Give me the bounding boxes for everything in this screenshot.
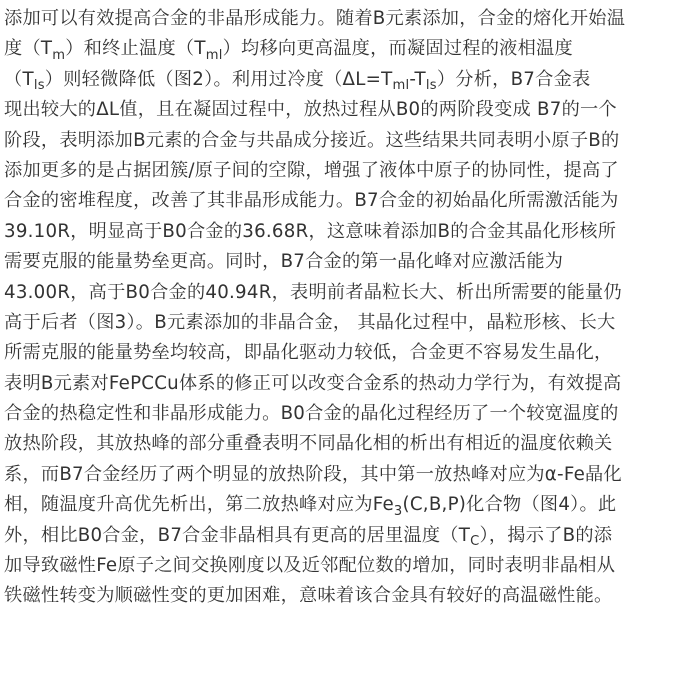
text-line [4,551,684,581]
text-line [4,429,684,459]
text-segment: 系，而B7合金经历了两个明显的放热阶段，其中第一放热峰对应为α-Fe晶化 [4,463,622,485]
text-line [4,399,684,429]
subscript: ml [392,78,410,94]
text-run: ）均移向更高温度，而凝固过程的液相温度 [222,38,573,60]
text-line [4,490,684,520]
text-segment [4,65,590,95]
text-segment [4,521,612,551]
text-line [4,95,684,125]
text-segment: 表明B元素对FePCCu体系的修正可以改变合金系的热动力学行为，有效提高 [4,372,622,394]
text-line [4,186,684,216]
text-segment: 添加更多的是占据团簇/原子间的空隙，增强了液体中原子的协同性，提高了 [4,159,619,181]
text-line [4,126,684,156]
subscript: ls [425,78,437,94]
text-segment: 现出较大的ΔL值，且在凝固过程中，放热过程从B0的两阶段变成 B7的一个 [4,99,617,121]
text-segment: 合金的密堆程度，改善了其非晶形成能力。B7合金的初始晶化所需激活能为 [4,190,619,212]
text-segment: 高于后者（图3）。B元素添加的非晶合金， 其晶化过程中，晶粒形核、长大 [4,311,616,333]
text-segment: 所需克服的能量势垒均较高，即晶化驱动力较低，合金更不容易发生晶化， [4,342,613,364]
text-segment: 合金的热稳定性和非晶形成能力。B0合金的晶化过程经历了一个较宽温度的 [4,403,619,425]
subscript: m [52,47,66,63]
text-run: ）分析，B7合金表 [436,68,591,90]
text-run: -T [409,68,426,90]
text-line [4,581,684,611]
text-run: （T [4,68,34,90]
text-segment: 阶段，表明添加B元素的合金与共晶成分接近。这些结果共同表明小原子B的 [4,129,620,151]
text-run: (C,B,P)化合物（图4）。此 [402,494,617,516]
text-line [4,278,684,308]
text-line [4,4,684,34]
text-segment: 放热阶段，其放热峰的部分重叠表明不同晶化相的析出有相近的温度依赖关 [4,433,613,455]
text-segment: 43.00R，高于B0合金的40.94R，表明前者晶粒长大、析出所需要的能量仍 [4,281,622,303]
subscript: ls [33,78,45,94]
text-line [4,217,684,247]
text-line [4,247,684,277]
subscript: 3 [393,503,403,519]
text-segment [4,490,616,520]
text-run: 相，随温度升高优先析出，第二放热峰对应为Fe [4,494,394,516]
body-paragraph [4,4,684,612]
text-segment: 铁磁性转变为顺磁性变的更加困难，意味着该合金具有较好的高温磁性能。 [4,585,613,607]
text-line [4,308,684,338]
subscript: C [470,534,480,550]
text-segment [4,34,573,64]
text-run: ）和终止温度（T [65,38,206,60]
text-segment: 需要克服的能量势垒更高。同时，B7合金的第一晶化峰对应激活能为 [4,251,564,273]
text-run: 度（T [4,38,53,60]
text-line [4,521,684,551]
text-line [4,65,684,95]
text-line [4,460,684,490]
text-segment: 添加可以有效提高合金的非晶形成能力。随着B元素添加，合金的熔化开始温 [4,8,626,29]
text-run: ）则轻微降低（图2）。利用过冷度（ΔL=T [44,68,393,90]
text-line [4,369,684,399]
text-line [4,338,684,368]
text-run: ），揭示了B的添 [479,524,613,546]
text-segment: 加导致磁性Fe原子之间交换刚度以及近邻配位数的增加，同时表明非晶相从 [4,555,616,577]
text-line [4,34,684,64]
text-segment: 39.10R，明显高于B0合金的36.68R，这意味着添加B的合金其晶化形核所 [4,220,617,242]
subscript: ml [205,47,223,63]
text-run: 外，相比B0合金，B7合金非晶相具有更高的居里温度（T [4,524,471,546]
text-line [4,156,684,186]
